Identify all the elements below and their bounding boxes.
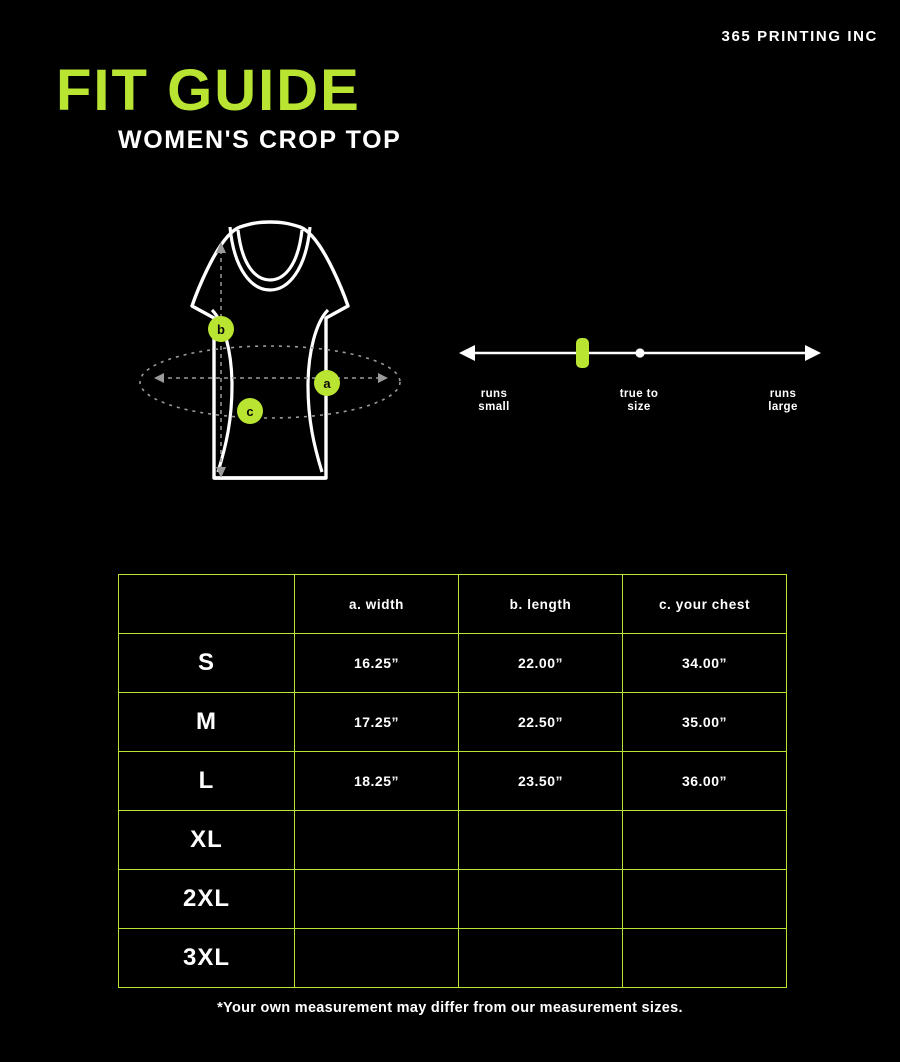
footnote: *Your own measurement may differ from our measurement sizes. (217, 1000, 683, 1016)
column-header-size (119, 575, 295, 634)
cell-length: 22.50” (459, 693, 623, 752)
cell-length (459, 929, 623, 988)
table-row (119, 634, 787, 693)
scale-label-runs-large (748, 388, 818, 414)
cell-chest: 36.00” (623, 752, 787, 811)
badge-a: a (314, 370, 340, 396)
scale-label-true-to-size-line1: true to (619, 388, 659, 400)
table-row (119, 929, 787, 988)
size-label: 2XL (119, 870, 295, 929)
cell-length: 23.50” (459, 752, 623, 811)
size-label: M (119, 693, 295, 752)
column-header-width: a. width (295, 575, 459, 634)
scale-label-runs-large-line1: runs (769, 388, 797, 400)
table-row (119, 752, 787, 811)
scale-label-runs-small-line1: runs (480, 388, 508, 400)
table-row (119, 870, 787, 929)
cell-chest (623, 929, 787, 988)
cell-length: 22.00” (459, 634, 623, 693)
badge-b: b (208, 316, 234, 342)
cell-width: 17.25” (295, 693, 459, 752)
fit-scale-axis-icon (455, 325, 825, 385)
cell-chest: 34.00” (623, 634, 787, 693)
table-row (119, 811, 787, 870)
cell-width: 16.25” (295, 634, 459, 693)
garment-illustration (120, 210, 420, 510)
cell-chest: 35.00” (623, 693, 787, 752)
crop-top-outline-icon (120, 210, 420, 510)
table-row (119, 693, 787, 752)
size-label: 3XL (119, 929, 295, 988)
cell-width (295, 870, 459, 929)
page-title: FIT GUIDE (56, 58, 361, 123)
table-header-row (119, 575, 787, 634)
cell-length (459, 811, 623, 870)
size-label: S (119, 634, 295, 693)
fit-scale (455, 325, 825, 435)
badge-c: c (237, 398, 263, 424)
scale-label-runs-small (459, 388, 529, 414)
scale-label-runs-large-line2: large (768, 401, 798, 414)
scale-label-runs-small-line2: small (478, 401, 510, 414)
cell-length (459, 870, 623, 929)
cell-width: 18.25” (295, 752, 459, 811)
scale-label-true-to-size-line2: size (627, 401, 651, 414)
cell-chest (623, 811, 787, 870)
scale-label-true-to-size (594, 388, 684, 414)
page-subtitle: WOMEN'S CROP TOP (118, 126, 402, 154)
cell-width (295, 929, 459, 988)
column-header-chest: c. your chest (623, 575, 787, 634)
size-label: XL (119, 811, 295, 870)
column-header-length: b. length (459, 575, 623, 634)
size-label: L (119, 752, 295, 811)
size-chart-table (118, 574, 787, 988)
cell-chest (623, 870, 787, 929)
cell-width (295, 811, 459, 870)
brand-label: 365 PRINTING INC (721, 28, 878, 45)
